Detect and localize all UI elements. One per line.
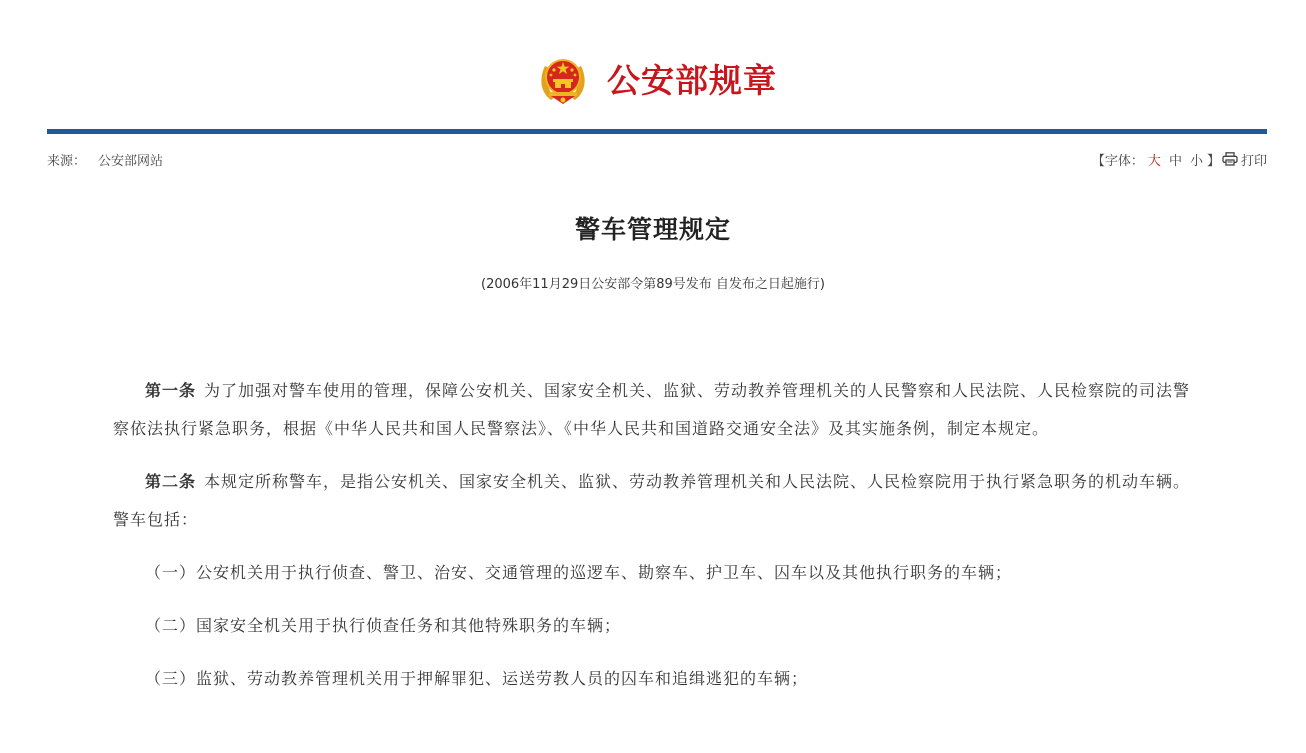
document-title: 警车管理规定 bbox=[574, 215, 731, 244]
header-divider bbox=[47, 129, 1267, 134]
font-size-prefix: 【字体： bbox=[1091, 153, 1144, 169]
document-body bbox=[113, 372, 1203, 713]
article-tools bbox=[1092, 150, 1267, 169]
site-title: 公安部规章 bbox=[607, 60, 777, 100]
font-size-medium-button[interactable]: 中 bbox=[1168, 153, 1182, 169]
source-info bbox=[47, 150, 163, 169]
article-number: 第一条 bbox=[145, 381, 197, 400]
article-number: 第二条 bbox=[145, 472, 197, 491]
article-text: 为了加强对警车使用的管理，保障公安机关、国家安全机关、监狱、劳动教养管理机关的人民警察和人民法院、人民检察院的司法警察依法执行紧急职务，根据《中华人民共和国人民警察法》、《中华人民共和国道路交通安全法》及其实施条例，制定本规定。 bbox=[113, 381, 1191, 438]
font-size-small-button[interactable]: 小 bbox=[1189, 153, 1203, 169]
site-header bbox=[0, 48, 1306, 112]
printer-icon[interactable] bbox=[1222, 152, 1238, 166]
header-brand bbox=[537, 52, 777, 108]
font-size-large-button[interactable]: 大 bbox=[1147, 153, 1161, 169]
article-text: 本规定所称警车，是指公安机关、国家安全机关、监狱、劳动教养管理机关和人民法院、人民检察院用于执行紧急职务的机动车辆。警车包括： bbox=[113, 472, 1191, 529]
list-item: （一）公安机关用于执行侦查、警卫、治安、交通管理的巡逻车、勘察车、护卫车、囚车以及其他执行职务的车辆； bbox=[145, 563, 1013, 582]
article-paragraph bbox=[113, 372, 1203, 448]
list-item: （二）国家安全机关用于执行侦查任务和其他特殊职务的车辆； bbox=[145, 616, 622, 635]
font-size-suffix: 】 bbox=[1206, 153, 1220, 169]
meta-bar bbox=[47, 149, 1267, 169]
list-item: （三）监狱、劳动教养管理机关用于押解罪犯、运送劳教人员的囚车和追缉逃犯的车辆； bbox=[145, 669, 809, 688]
document-subtitle: (2006年11月29日公安部令第89号发布 自发布之日起施行) bbox=[481, 277, 825, 292]
source-label: 来源： bbox=[47, 153, 87, 169]
print-button[interactable]: 打印 bbox=[1240, 153, 1267, 169]
national-emblem-icon bbox=[537, 52, 589, 108]
article-paragraph bbox=[113, 463, 1203, 539]
source-value: 公安部网站 bbox=[98, 153, 164, 169]
